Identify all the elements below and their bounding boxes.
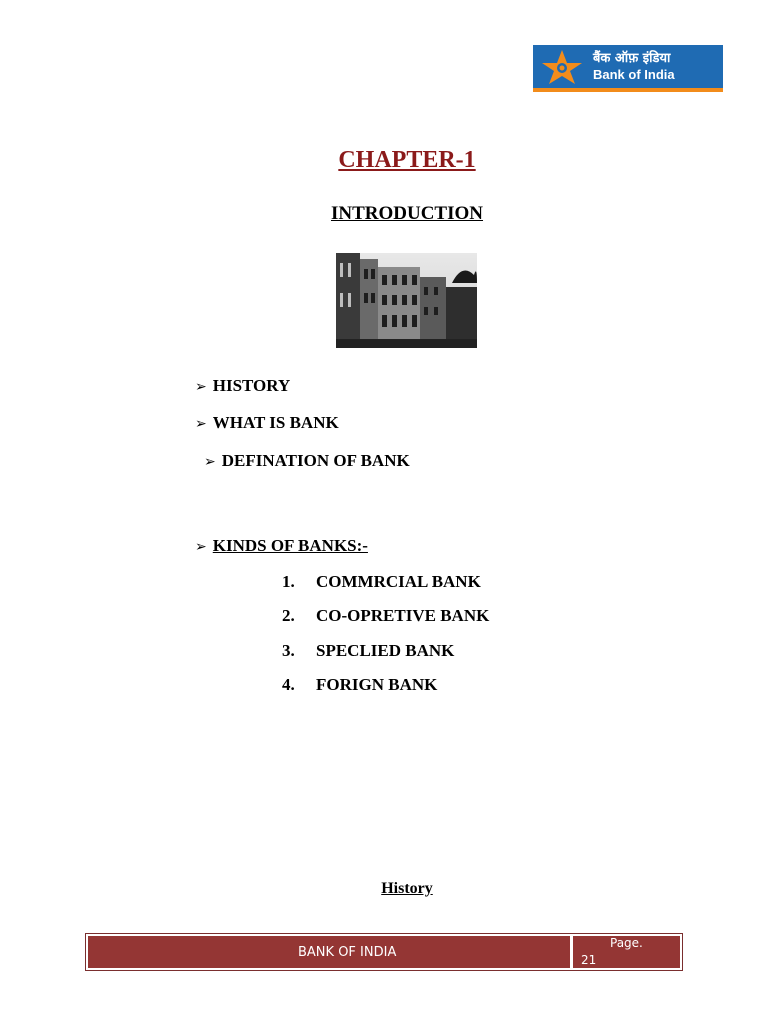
list-number: 2. [282, 606, 295, 625]
bullet-what-is-bank [195, 413, 339, 433]
logo-hindi-text: बैंक ऑफ़ इंडिया [593, 51, 671, 66]
building-photo [336, 253, 477, 348]
arrow-bullet-icon: ➢ [204, 454, 216, 470]
star-icon [539, 49, 585, 85]
arrow-bullet-icon: ➢ [195, 379, 207, 395]
list-number: 4. [282, 675, 295, 694]
list-number: 1. [282, 572, 295, 591]
list-item [282, 606, 489, 626]
bullet-definition [204, 451, 410, 471]
list-label: CO-OPRETIVE BANK [316, 606, 490, 625]
section-title: INTRODUCTION [330, 203, 484, 224]
bullet-label: DEFINATION OF BANK [221, 451, 410, 470]
list-label: COMMRCIAL BANK [316, 572, 481, 591]
bullet-label: KINDS OF BANKS:- [212, 536, 368, 555]
list-number: 3. [282, 641, 295, 660]
bank-of-india-logo [533, 45, 723, 92]
bullet-history [195, 376, 290, 396]
page-footer [85, 933, 683, 971]
arrow-bullet-icon: ➢ [195, 416, 207, 432]
page-number: 21 [581, 953, 597, 967]
bullet-label: WHAT IS BANK [212, 413, 339, 432]
arrow-bullet-icon: ➢ [195, 539, 207, 555]
footer-title: BANK OF INDIA [298, 945, 397, 960]
list-label: SPECLIED BANK [316, 641, 455, 660]
footer-page-cell [573, 936, 680, 968]
list-label: FORIGN BANK [316, 675, 438, 694]
list-item [282, 641, 454, 661]
list-item [282, 675, 437, 695]
page-label: Page. [610, 936, 643, 950]
bullet-kinds-of-banks [195, 536, 368, 556]
history-heading: History [381, 880, 433, 897]
bullet-label: HISTORY [212, 376, 291, 395]
footer-title-cell [88, 936, 570, 968]
logo-english-text: Bank of India [593, 67, 675, 82]
chapter-title: CHAPTER-1 [338, 147, 476, 173]
list-item [282, 572, 481, 592]
